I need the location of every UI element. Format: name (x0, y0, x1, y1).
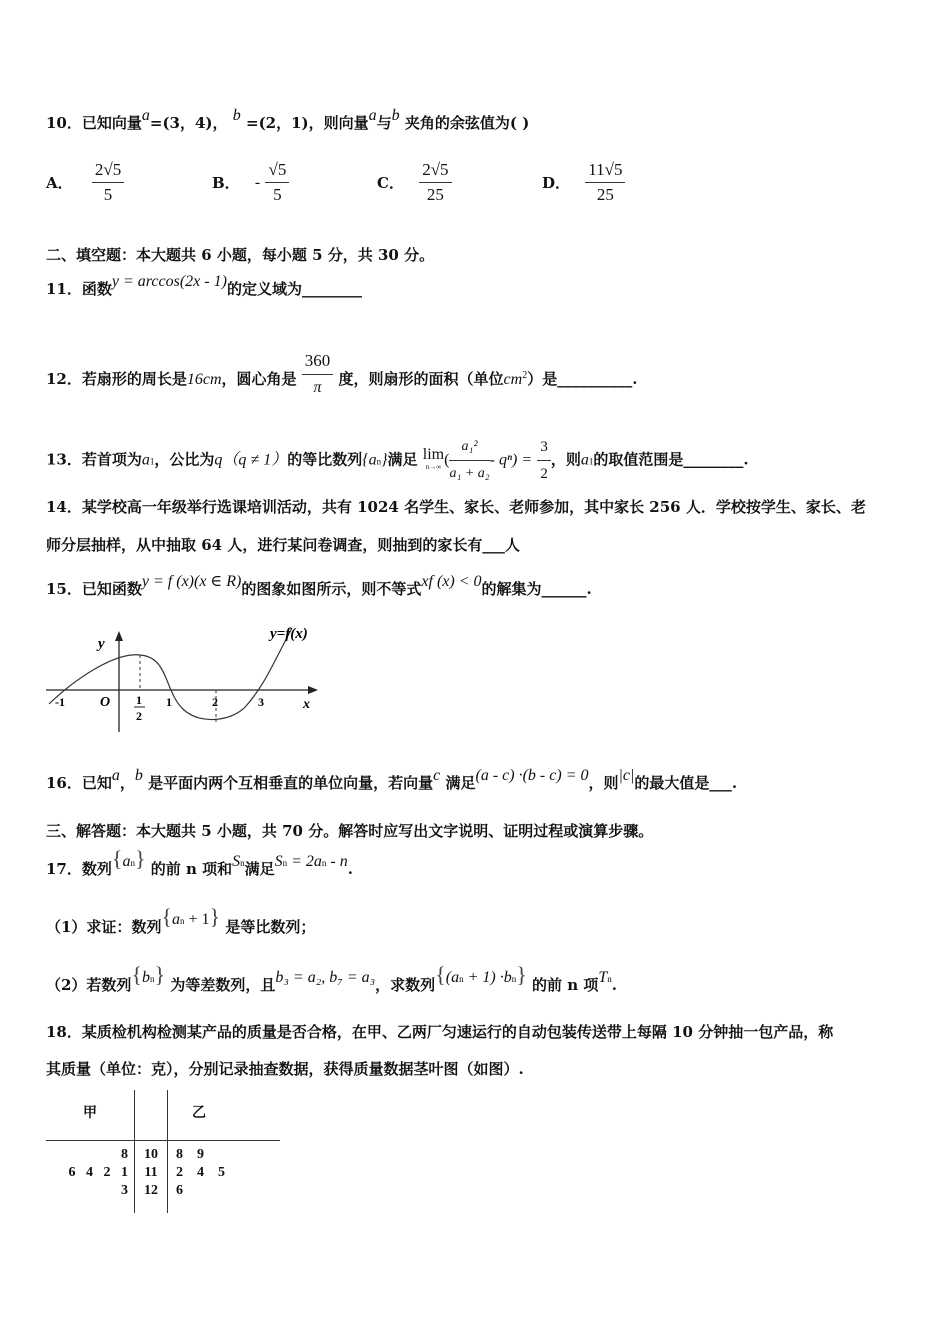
q-text: =(2，1)，则向量 (246, 114, 369, 132)
function-graph (44, 622, 334, 734)
left-leaves: 3 (121, 1183, 128, 1198)
math-expression: + 1 (184, 911, 210, 928)
q-text: 是平面内两个互相垂直的单位向量，若向量 (148, 774, 434, 792)
stem-leaf-header (46, 1090, 280, 1141)
option-d (542, 160, 625, 205)
right-leaves: 8 9 (168, 1141, 281, 1164)
stem-leaf-row (46, 1181, 280, 1213)
option-label: C． (377, 174, 404, 192)
graph-label-origin: O (100, 695, 111, 710)
q-number: 17． (46, 860, 82, 878)
math-subscript: n (130, 858, 135, 868)
math-expression: S (274, 853, 283, 870)
math-expression: b₃ = a₂, b₇ = a₃ (275, 969, 376, 986)
math-expression: （q ≠ 1） (222, 451, 288, 469)
x-axis-arrow (308, 686, 318, 694)
graph-label-x: x (303, 697, 310, 712)
q-text: =(3，4)， (149, 114, 228, 132)
limit-text: lim (422, 445, 445, 463)
question-17-part-2: （2）若数列$\{b^n\}$ 为等差数列，且b₃ = a₂, b₇ = a₃，求数列$\{(a^n + 1) \cdot b^n\}$ 的前 n 项$T^n$. (46, 962, 617, 994)
q-text: ，求数列 (375, 976, 436, 994)
fraction-denominator: 5 (273, 185, 282, 204)
stem-leaf-row (46, 1141, 280, 1164)
math-expression: } (381, 451, 388, 469)
q-text: 若扇形的周长是 (81, 370, 187, 388)
q-text: . (611, 976, 617, 994)
graph-label-fx: y=f(x) (270, 626, 308, 642)
fraction-denominator: 5 (103, 185, 113, 204)
stem-value: 10 (135, 1141, 168, 1164)
q-number: 15． (46, 580, 82, 598)
math-expression: y = f (x)(x ∈ R) (141, 573, 242, 590)
math-expression: a (122, 853, 131, 870)
limit-subscript: n→∞ (425, 462, 442, 471)
math-subscript: 1 (588, 456, 594, 467)
fraction-numerator: 2√5 (92, 160, 124, 183)
fraction-denominator: π (313, 379, 322, 396)
q-text: 已知 (81, 774, 112, 792)
math-subscript: n (511, 974, 517, 984)
math-subscript: n (180, 916, 185, 926)
math-expression: - n (326, 853, 348, 870)
stem-leaf-row (46, 1163, 280, 1181)
q-text: ，则 (550, 450, 581, 469)
fraction-denominator: a₁ + a₂ (449, 466, 490, 481)
tick-label-two: 2 (212, 695, 218, 709)
q-text: 的取值范围是________. (593, 450, 749, 469)
q-number: 12． (46, 370, 82, 388)
left-leaves: 8 (46, 1141, 135, 1164)
math-expression: 16cm (186, 371, 222, 388)
question-17-part-1: （1）求证：数列$\{a^n + 1\}$ 是等比数列； (46, 904, 316, 936)
header-left: 甲 (83, 1106, 97, 1121)
graph-label-y: y (98, 636, 105, 652)
option-a (46, 160, 124, 205)
math-expression: cm (503, 371, 523, 388)
q-text: ， (119, 774, 135, 792)
question-15 (46, 573, 910, 601)
q-number: 11． (46, 280, 82, 298)
math-expression: q (214, 451, 223, 469)
q-text: 的图象如图所示，则不等式 (241, 580, 422, 598)
option-b (212, 160, 289, 205)
math-expression: S (232, 853, 241, 870)
math-subscript: 1 (149, 456, 155, 467)
vector-b: b (391, 107, 400, 124)
tick-label-half-num: 1 (136, 693, 142, 707)
math-expression: - qⁿ) = (489, 451, 533, 469)
q-text: 的前 n 项和 (150, 860, 233, 878)
q-text: 满足 (387, 450, 418, 469)
question-14-line-2: 师分层抽样，从中抽取 64 人，进行某问卷调查，则抽到的家长有___人 (46, 536, 520, 554)
q-number: 10． (46, 114, 82, 132)
math-expression: + 1) ·b (463, 969, 512, 986)
vector-b: b (232, 107, 241, 124)
question-12 (46, 350, 910, 399)
fraction-numerator: a₁² (449, 436, 489, 461)
question-16 (46, 767, 910, 795)
tick-label-half-den: 2 (136, 709, 142, 723)
y-axis-arrow (115, 631, 123, 641)
q-text: 的解集为______. (481, 580, 592, 598)
tick-label-neg-one: -1 (55, 695, 65, 709)
fraction-numerator: 360 (302, 350, 334, 375)
q-text: 函数 (81, 280, 112, 298)
q-text: . (347, 860, 353, 878)
header-right: 乙 (192, 1106, 206, 1121)
math-expression: (a - c) ·(b - c) = 0 (475, 767, 589, 784)
question-11 (46, 273, 910, 301)
math-expression: = 2a (287, 853, 322, 870)
q-text: 已知向量 (81, 114, 142, 132)
section-heading-solutions: 三、解答题：本大题共 5 小题，共 70 分。解答时应写出文字说明、证明过程或演算步骤。 (46, 822, 654, 840)
vector-a: a (368, 107, 377, 124)
fraction-numerator: 2√5 (419, 160, 451, 183)
math-subscript: n (376, 456, 382, 467)
q-text: 与 (376, 114, 392, 132)
fraction-denominator: 25 (426, 185, 444, 204)
math-expression: xf (x) < 0 (421, 573, 482, 590)
question-17: 17．数列$\{a^n\}$ 的前 n 项和$S^n$满足$S^n = 2a^n - n$. (46, 846, 353, 878)
q-text: ）是__________. (527, 370, 638, 388)
math-subscript: n (240, 858, 245, 868)
math-expression: {a (362, 451, 377, 469)
math-expression: T (598, 969, 608, 986)
q-text: （2）若数列 (46, 976, 132, 994)
vector-c: c (433, 767, 441, 784)
q-text: ，则 (588, 774, 619, 792)
stem-leaf-plot (46, 1090, 280, 1213)
math-subscript: n (607, 974, 612, 984)
math-subscript: n (150, 974, 155, 984)
option-fraction (585, 160, 625, 205)
q-text: ，公比为 (154, 450, 215, 469)
math-expression: (a (445, 969, 460, 986)
option-c (377, 160, 452, 205)
stem-value: 12 (135, 1181, 168, 1213)
option-label: B． (212, 174, 240, 192)
vector-a: a (141, 107, 150, 124)
option-label: A． (46, 174, 73, 192)
limit-result (537, 436, 551, 485)
math-expression: |c| (618, 767, 635, 784)
math-expression: a (580, 451, 589, 469)
option-label: D． (542, 174, 571, 192)
option-fraction (92, 160, 124, 205)
question-18-line-2: 其质量（单位：克），分别记录抽查数据，获得质量数据茎叶图（如图）. (46, 1060, 524, 1078)
q-text: 的等比数列 (287, 450, 363, 469)
math-expression: a (172, 911, 181, 928)
math-subscript: n (282, 858, 288, 868)
section-heading-fill-in: 二、填空题：本大题共 6 小题，每小题 5 分，共 30 分。 (46, 246, 435, 264)
fraction-numerator: 3 (537, 436, 551, 461)
q-text: 是等比数列； (225, 918, 316, 936)
fraction-numerator: 11√5 (585, 160, 625, 183)
question-10 (46, 107, 910, 135)
q-text: 的前 n 项 (532, 976, 599, 994)
stem-value: 11 (135, 1163, 168, 1181)
math-exponent: 2 (522, 370, 528, 381)
q-text: 已知函数 (81, 580, 142, 598)
q-number: 13． (46, 450, 82, 469)
q-text: 若首项为 (81, 450, 142, 469)
q-text: 满足 (244, 860, 275, 878)
left-leaves: 6 4 2 1 (68, 1165, 128, 1180)
limit-fraction (449, 436, 489, 485)
math-expression: a (141, 451, 150, 469)
right-leaves: 2 4 5 (176, 1165, 225, 1180)
q-text: 的最大值是___. (634, 774, 738, 792)
tick-label-three: 3 (258, 695, 264, 709)
q-number: 16． (46, 774, 82, 792)
vector-a: a (111, 767, 120, 784)
math-expression: y = arccos(2x - 1) (111, 273, 227, 290)
tick-label-one: 1 (166, 695, 172, 709)
vector-b: b (134, 767, 143, 784)
math-subscript: n (459, 974, 464, 984)
limit-operator (422, 445, 445, 473)
option-fraction (419, 160, 451, 205)
option-sign: - (254, 173, 261, 191)
question-14-line-1: 14．某学校高一年级举行选课培训活动，共有 1024 名学生、家长、老师参加，其中家长 256 人．学校按学生、家长、老 (46, 498, 866, 516)
math-subscript: n (321, 858, 327, 868)
q-text: 为等差数列，且 (170, 976, 276, 994)
q-text: （1）求证：数列 (46, 918, 162, 936)
fraction-numerator: √5 (265, 160, 289, 183)
right-leaves: 6 (176, 1183, 183, 1198)
option-fraction (265, 160, 289, 205)
fraction-denominator: 2 (540, 466, 548, 482)
angle-fraction (302, 350, 334, 399)
question-18-line-1: 18．某质检机构检测某产品的质量是否合格，在甲、乙两厂匀速运行的自动包装传送带上每隔 10 分钟抽一包产品，称 (46, 1023, 834, 1041)
q-text: 度，则扇形的面积（单位 (338, 370, 504, 388)
q-text: ，圆心角是 (221, 370, 297, 388)
q-text: 的定义域为________ (226, 280, 362, 298)
math-expression: b (142, 969, 151, 986)
question-13: 13．若首项为a1，公比为q（q ≠ 1）的等比数列{an}满足 lim n→∞ ( $\frac{\text{a₁²}}{\text{a₁ + a₂}}$ - qⁿ) = $\frac{3}{2}$ ，则a1的取值范围是________. (46, 436, 910, 485)
q-text: 满足 (445, 774, 476, 792)
q-text: 数列 (81, 860, 112, 878)
q-text: 夹角的余弦值为( ) (404, 114, 530, 132)
fraction-denominator: 25 (596, 185, 614, 204)
